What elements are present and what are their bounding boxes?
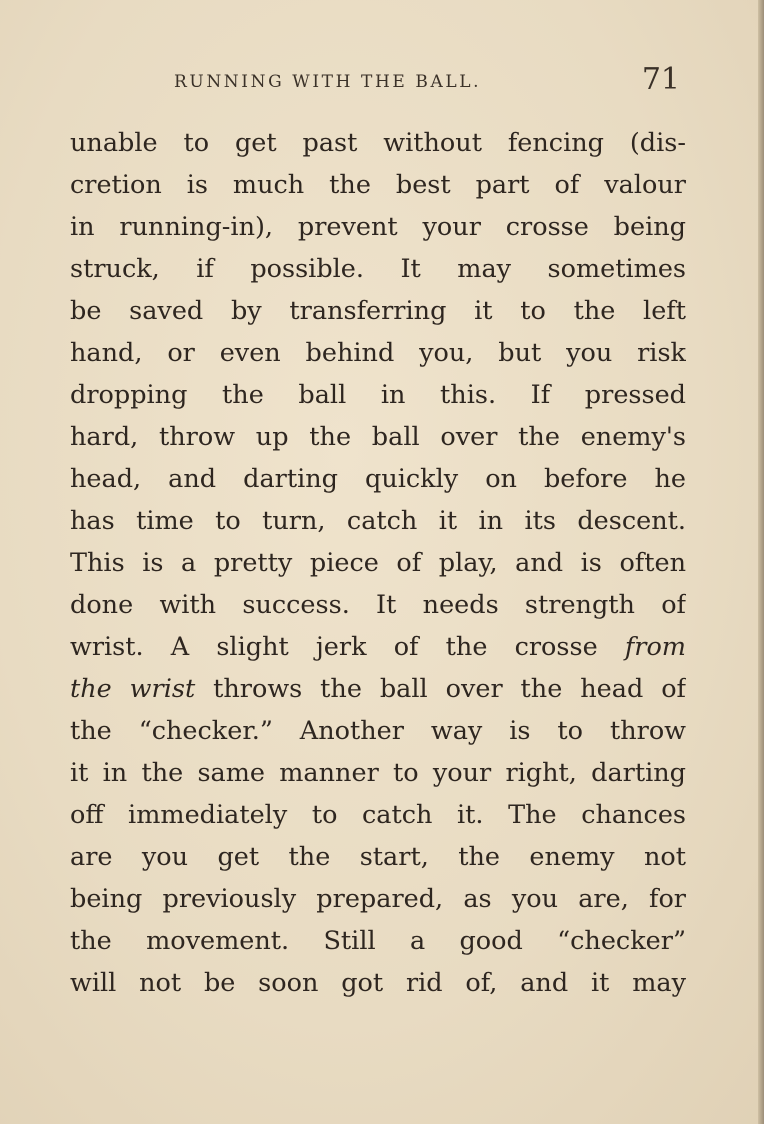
italic-text: the wrist (70, 674, 196, 704)
text-line: be saved by transferring it to the left (70, 296, 686, 326)
text-line: head, and darting quickly on before he (70, 464, 686, 494)
text-line (70, 668, 686, 710)
text-line: unable to get past without fencing (dis- (70, 128, 686, 158)
text-line: dropping the ball in this. If pressed (70, 380, 686, 410)
text-line: cretion is much the best part of valour (70, 170, 686, 200)
running-title: RUNNING WITH THE BALL. (174, 72, 482, 92)
text-run: wrist. A slight jerk of the crosse (70, 632, 625, 662)
text-line (70, 626, 686, 668)
italic-text: from (624, 632, 686, 662)
text-line: struck, if possible. It may sometimes (70, 254, 686, 284)
text-line: the “checker.” Another way is to throw (70, 716, 686, 746)
text-line: done with success. It needs strength of (70, 590, 686, 620)
text-line: hand, or even behind you, but you risk (70, 338, 686, 368)
text-line: in running-in), prevent your crosse being (70, 212, 686, 242)
text-line: off immediately to catch it. The chances (70, 800, 686, 830)
running-head (70, 62, 686, 106)
text-line: will not be soon got rid of, and it may (70, 968, 686, 998)
body-text (70, 122, 686, 1022)
text-line: This is a pretty piece of play, and is often (70, 548, 686, 578)
page-number: 71 (641, 62, 680, 97)
text-line: the movement. Still a good “checker” (70, 926, 686, 956)
text-line: being previously prepared, as you are, for (70, 884, 686, 914)
text-line: it in the same manner to your right, darting (70, 758, 686, 788)
text-line: are you get the start, the enemy not (70, 842, 686, 872)
text-line: has time to turn, catch it in its descent. (70, 506, 686, 536)
text-line: hard, throw up the ball over the enemy's (70, 422, 686, 452)
page-edge (758, 0, 764, 1124)
text-run: throws the ball over the head of (195, 674, 686, 704)
